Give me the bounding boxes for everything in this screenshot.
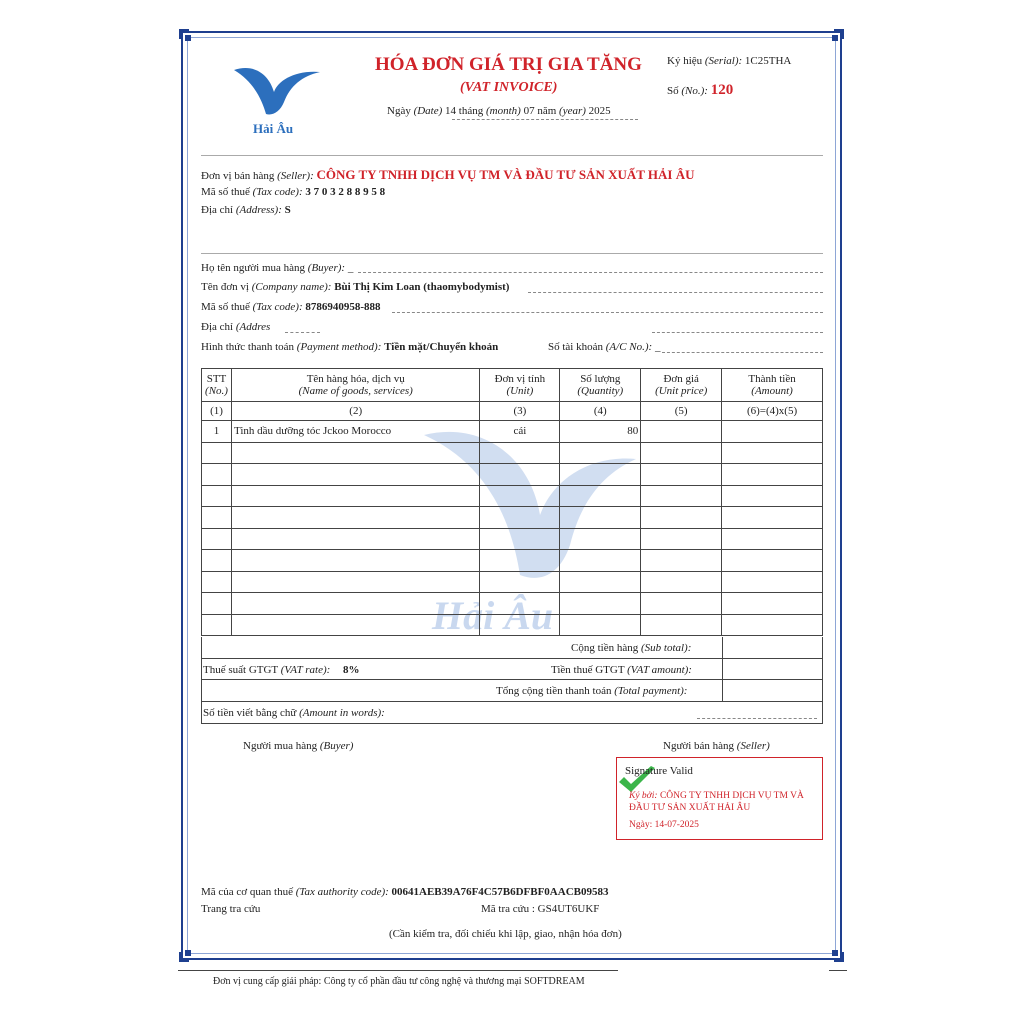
table-row [202, 528, 823, 550]
index-cell: (5) [641, 402, 722, 421]
summary-amount-column [722, 637, 723, 701]
invoice-subtitle: (VAT INVOICE) [460, 80, 558, 95]
buyer-tax-line: Mã số thuế (Tax code): 8786940958-888 [201, 301, 381, 313]
index-cell: (4) [560, 402, 641, 421]
buyer-address-line: Địa chỉ (Addres [201, 321, 271, 333]
seller-name: CÔNG TY TNHH DỊCH VỤ TM VÀ ĐẦU TƯ SẢN XUẤT HẢI ÂU [316, 167, 695, 182]
tax-authority-line: Mã của cơ quan thuế (Tax authority code): 00641AEB39A76F4C57B6DFBF0AACB09583 [201, 886, 609, 898]
corner-ornament-icon [177, 27, 201, 51]
solution-provider: Đơn vị cung cấp giải pháp: Công ty cổ phần đầu tư công nghệ và thương mại SOFTDREAM [213, 976, 585, 987]
buyer-company-line: Tên đơn vị (Company name): Bùi Thị Kim Loan (thaomybodymist) [201, 281, 510, 293]
number-line: Số (No.): 120 [667, 82, 734, 98]
verification-note: (Cần kiểm tra, đối chiếu khi lập, giao, nhận hóa đơn) [389, 928, 622, 940]
seller-address-line: Địa chỉ (Address): S [201, 204, 291, 216]
vat-amount-label: Tiền thuế GTGT (VAT amount): [551, 664, 692, 676]
invoice-number: 120 [710, 82, 734, 98]
seller-tax-line: Mã số thuế (Tax code): 3 7 0 3 2 8 8 9 5 8 [201, 186, 386, 198]
table-row [202, 571, 823, 593]
account-number: _ [654, 341, 661, 353]
signature-valid-text: Signature Valid [625, 765, 693, 777]
row-unit-price [641, 421, 722, 443]
footer-divider-right [829, 970, 847, 971]
date-month: 07 [523, 105, 535, 117]
seller-name-line: Đơn vị bán hàng (Seller): CÔNG TY TNHH DỊCH VỤ TM VÀ ĐẦU TƯ SẢN XUẤT HẢI ÂU [201, 167, 695, 182]
table-index-row [202, 402, 823, 421]
table-header-row [202, 369, 823, 402]
buyer-name: _ [347, 262, 354, 274]
index-cell: (3) [480, 402, 560, 421]
col-header-no: STT (No.) [202, 369, 232, 402]
buyer-signature-label: Người mua hàng (Buyer) [243, 740, 354, 752]
buyer-name-line: Họ tên người mua hàng (Buyer): _ [201, 262, 354, 274]
table-row [202, 614, 823, 636]
row-item-name: Tinh dầu dưỡng tóc Jckoo Morocco [231, 421, 479, 443]
col-header-unit-price: Đơn giá (Unit price) [641, 369, 722, 402]
col-header-unit: Đơn vị tính (Unit) [480, 369, 560, 402]
serial-line: Ký hiệu (Serial): 1C25THA [667, 55, 792, 67]
seller-address: S [284, 204, 291, 216]
col-header-quantity: Số lượng (Quantity) [560, 369, 641, 402]
index-cell: (1) [202, 402, 232, 421]
buyer-address-dots [285, 332, 320, 333]
brand-name: Hải Âu [253, 121, 294, 136]
corner-ornament-icon [822, 940, 846, 964]
total-payment-label: Tổng cộng tiền thanh toán (Total payment): [496, 685, 688, 697]
table-row [202, 442, 823, 464]
invoice-date-line: Ngày (Date) 14 tháng (month) 07 năm (year) 2025 [387, 105, 611, 117]
row-no: 1 [202, 421, 232, 443]
seagull-logo-icon [232, 62, 324, 118]
summary-divider [202, 658, 822, 659]
row-amount [722, 421, 823, 443]
header-divider [201, 155, 823, 156]
footer-divider [178, 970, 618, 971]
buyer-company: Bùi Thị Kim Loan (thaomybodymist) [334, 281, 510, 293]
amount-in-words-label: Số tiền viết bằng chữ (Amount in words): [203, 707, 385, 719]
col-header-name: Tên hàng hóa, dịch vụ (Name of goods, services) [231, 369, 479, 402]
buyer-address-dots-right [652, 332, 823, 333]
serial-value: 1C25THA [744, 55, 792, 67]
subtotal-label: Cộng tiền hàng (Sub total): [571, 642, 692, 654]
invoice-title: HÓA ĐƠN GIÁ TRỊ GIA TĂNG [375, 54, 642, 75]
table-row [202, 550, 823, 572]
summary-divider [202, 679, 822, 680]
index-cell: (2) [231, 402, 479, 421]
account-line: Số tài khoản (A/C No.): _ [548, 341, 661, 353]
brand-watermark: Hải Âu [432, 593, 554, 638]
date-year: 2025 [588, 105, 611, 117]
signature-date: Ngày: 14-07-2025 [629, 820, 699, 830]
lookup-site-label: Trang tra cứu [201, 903, 261, 915]
seller-divider [201, 253, 823, 254]
payment-method: Tiền mặt/Chuyển khoản [384, 341, 499, 353]
table-row [202, 507, 823, 529]
payment-line: Hình thức thanh toán (Payment method): Tiền mặt/Chuyển khoản [201, 341, 499, 353]
seller-signature-label: Người bán hàng (Seller) [663, 740, 770, 752]
date-dotted-line [452, 119, 638, 120]
row-quantity: 80 [560, 421, 641, 443]
lookup-code: GS4UT6UKF [537, 903, 600, 915]
buyer-tax-dots [392, 312, 823, 313]
table-row [202, 421, 823, 443]
items-table [201, 368, 823, 636]
col-header-amount: Thành tiền (Amount) [722, 369, 823, 402]
summary-divider [202, 701, 822, 702]
row-unit: cái [480, 421, 560, 443]
seller-tax-code: 3 7 0 3 2 8 8 9 5 8 [305, 186, 386, 198]
corner-ornament-icon [822, 27, 846, 51]
account-dots [662, 352, 823, 353]
signature-signer: Ký bởi: CÔNG TY TNHH DỊCH VỤ TM VÀ ĐẦU TƯ SẢN XUẤT HẢI ÂU [629, 791, 804, 813]
table-row [202, 593, 823, 615]
tax-authority-code: 00641AEB39A76F4C57B6DFBF0AACB09583 [391, 886, 609, 898]
date-day: 14 [445, 105, 457, 117]
index-cell: (6)=(4)x(5) [722, 402, 823, 421]
lookup-code-line: Mã tra cứu : GS4UT6UKF [481, 903, 600, 915]
corner-ornament-icon [177, 940, 201, 964]
amount-in-words-dots [697, 718, 817, 719]
vat-rate-line: Thuế suất GTGT (VAT rate): 8% [203, 664, 360, 676]
buyer-tax-code: 8786940958-888 [305, 301, 381, 313]
table-row [202, 464, 823, 486]
buyer-name-dots [358, 272, 823, 273]
table-row [202, 485, 823, 507]
buyer-company-dots [528, 292, 823, 293]
vat-rate-value: 8% [343, 664, 360, 676]
